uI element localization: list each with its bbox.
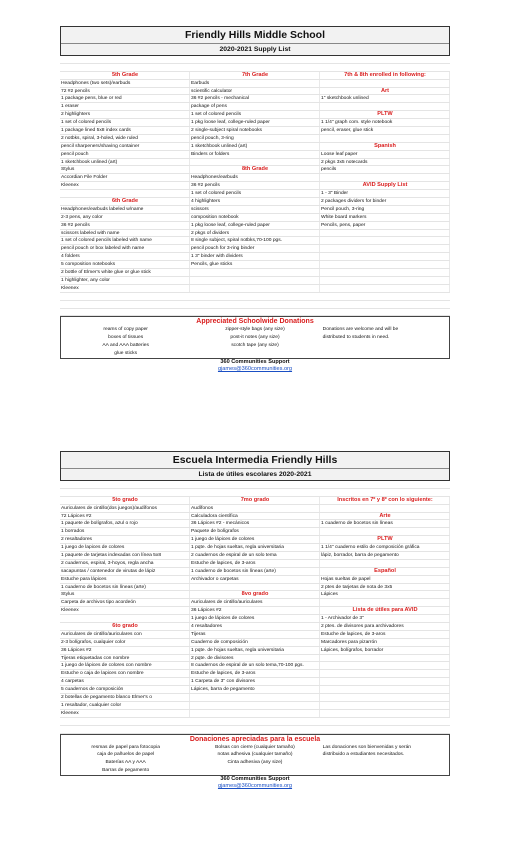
donation-item: Bolsas con cierre (cualquier tamaño) [215, 744, 295, 750]
spanish-support-name: 360 Communities Support [220, 776, 290, 783]
donation-item: reams of copy paper [103, 327, 148, 333]
supply-item: 72 Lápices #2 [60, 513, 190, 520]
supply-item: package of pens [190, 103, 320, 110]
supply-item: 36 Lápices #2 [190, 607, 320, 614]
supply-item [320, 678, 450, 685]
table-row [60, 277, 450, 285]
donation-row [61, 350, 449, 358]
supply-item: composition notebook [190, 214, 320, 221]
supply-item: 4 folders [60, 253, 190, 260]
supply-item: Lápices, bolígrafos, borrador [320, 647, 450, 654]
table-row [60, 230, 450, 238]
table-row [60, 135, 450, 143]
supply-item [320, 662, 450, 669]
supply-item: Headphones (two sets)/earbuds [60, 80, 190, 87]
english-supply-grid [60, 72, 450, 293]
donation-item: boxes of tissues [108, 335, 144, 341]
supply-item [320, 560, 450, 567]
supply-item: Pencils, pens, paper [320, 222, 450, 229]
supply-item: 1 Carpeta de 3" con divisores [190, 678, 320, 685]
supply-item: Lápices [320, 591, 450, 598]
table-row [60, 552, 450, 560]
supply-item: 1 cuaderno de bocetos sin líneas [320, 520, 450, 527]
supply-item: 1 pqte. de hojas sueltas, regla universitaria [190, 647, 320, 654]
supply-item: 1 set of colored pencils [60, 119, 190, 126]
supply-item: Audífonos [190, 505, 320, 512]
supply-item: 2 single-subject spiral notebooks [190, 127, 320, 134]
donation-row [61, 326, 449, 334]
supply-item: Earbuds [190, 80, 320, 87]
supply-item: 1 juego de lápices de colores [190, 536, 320, 543]
donation-row [61, 342, 449, 350]
supply-item: 2 ptes de tarjetas de nota de 3x5 [320, 584, 450, 591]
supply-item: 1 pkg loose leaf, college-ruled paper [190, 222, 320, 229]
supply-item [320, 269, 450, 276]
donation-item [320, 767, 449, 775]
donation-item: Donations are welcome and will be [322, 327, 399, 333]
spanish-title-box [60, 451, 450, 481]
table-row [60, 607, 450, 615]
table-row [60, 631, 450, 639]
supply-item: 2 ptes. de divisores para archivadores [320, 623, 450, 630]
supply-item: scissors [190, 206, 320, 213]
table-row [60, 245, 450, 253]
supply-item: 1 cuaderno de bocetos sin líneas (arte) [190, 568, 320, 575]
supply-item [320, 702, 450, 709]
table-row [60, 159, 450, 167]
donation-row [61, 759, 449, 767]
supply-item: 4 carpetas [60, 678, 190, 685]
supply-item [190, 269, 320, 276]
supply-item [320, 670, 450, 677]
grade-heading: 5th Grade [60, 72, 190, 79]
donation-row [61, 751, 449, 759]
supply-item: 1 pkg loose leaf, college-ruled paper [190, 119, 320, 126]
table-row [60, 190, 450, 198]
donation-item: resmas de papel para fotocopia [91, 744, 160, 750]
supply-item [320, 230, 450, 237]
supply-item: 1 set of colored pencils [190, 190, 320, 197]
supply-item: 2 packages dividers for binder [320, 198, 450, 205]
donation-row [61, 744, 449, 752]
english-section [60, 26, 450, 373]
spanish-donations [60, 734, 450, 777]
supply-item: Pencils, glue sticks [190, 261, 320, 268]
supply-item: Estuche de lapices, de 3-aros [190, 670, 320, 677]
table-row [60, 615, 450, 623]
supply-item: 36 #2 pencils [60, 222, 190, 229]
supply-item [190, 159, 320, 166]
table-row [60, 584, 450, 592]
supply-item [320, 135, 450, 142]
grade-heading: 6to grado [60, 623, 190, 630]
supply-item: pencil pouch, 3-ring [190, 135, 320, 142]
table-row [60, 662, 450, 670]
donation-item: scotch tape (any size) [231, 343, 279, 349]
supply-item: Cuaderno de composición [190, 639, 320, 646]
english-donations-title: Appreciated Schoolwide Donations [196, 318, 314, 326]
supply-item: 1 resaltador, cualquier color [60, 702, 190, 709]
grade-heading: 7mo grado [190, 497, 320, 504]
table-row [60, 151, 450, 159]
table-row [60, 119, 450, 127]
english-title-box [60, 26, 450, 56]
supply-item: 1 set of colored pencils labeled with name [60, 237, 190, 244]
table-row [60, 544, 450, 552]
grade-heading: 7th Grade [190, 72, 320, 79]
donation-item: Cinta adhesiva (any size) [227, 760, 283, 766]
supply-item: 1 juego de lapices de colores [60, 544, 190, 551]
spanish-donations-title: Donaciones apreciadas para la escuela [189, 735, 321, 743]
table-row [60, 655, 450, 663]
donation-row [61, 334, 449, 342]
supply-item [190, 584, 320, 591]
supply-item: Kleenex [60, 285, 190, 292]
supply-item: 2 cuadernos de espiral de un solo tema [190, 552, 320, 559]
supply-item: 36 Lápices #2 [60, 647, 190, 654]
table-row [60, 198, 450, 206]
spanish-subtitle: Lista de útiles escolares 2020-2021 [61, 468, 449, 480]
supply-item [320, 261, 450, 268]
table-row [60, 505, 450, 513]
table-row [60, 269, 450, 277]
supply-item: 2 notbks, spiral, 3-holed, wide ruled [60, 135, 190, 142]
english-support-name: 360 Communities Support [220, 358, 290, 365]
subject-heading: PLTW [320, 536, 450, 543]
supply-item: 2 resaltadores [60, 536, 190, 543]
table-row [60, 568, 450, 576]
table-row [60, 182, 450, 190]
table-row [60, 528, 450, 536]
table-row [60, 702, 450, 710]
supply-item: 1 cuaderno de bocetos sin líneas (arte) [60, 584, 190, 591]
spanish-title: Escuela Intermedia Friendly Hills [172, 454, 338, 466]
table-row [60, 576, 450, 584]
supply-item: Estuche o caja de lapices con nombre [60, 670, 190, 677]
supply-item: 5 cuadernos de composición [60, 686, 190, 693]
donation-item: Las donaciones son bienvenidas y serán [322, 744, 412, 750]
supply-item: 2 bottle of Elmer's white glue or glue stick [60, 269, 190, 276]
grade-heading: 6th Grade [60, 198, 190, 205]
supply-item: 2 pkgs of dividers [190, 230, 320, 237]
supply-item: Stylus [60, 166, 190, 173]
supply-item: 2-3 pens, any color [60, 214, 190, 221]
subject-heading: Art [320, 88, 450, 95]
supply-item: Headphones/earbuds labeled w/name [60, 206, 190, 213]
supply-item: pencil pouch or box labeled with name [60, 245, 190, 252]
supply-item: 2-3 bolígrafos, cualquier color [60, 639, 190, 646]
table-row [60, 103, 450, 111]
supply-item: 8 single subject, spiral notbks,70-100 pgs. [190, 237, 320, 244]
supply-item [320, 277, 450, 284]
spanish-support [60, 776, 450, 790]
supply-item: lápiz, borrador, barra de pegamento [320, 552, 450, 559]
supply-item [60, 190, 190, 197]
supply-item [320, 80, 450, 87]
supply-item: Pencil pouch, 3-ring [320, 206, 450, 213]
donation-item: glue sticks [114, 351, 138, 357]
table-row [60, 497, 450, 505]
english-title: Friendly Hills Middle School [184, 29, 326, 41]
supply-item: Tijeras etiquetadas con nombre [60, 655, 190, 662]
supply-item: pencil pouch [60, 151, 190, 158]
supply-item: pencil, eraser, glue stick [320, 127, 450, 134]
supply-item: Estuche de lapices, de 3-aros [190, 560, 320, 567]
grade-heading: 5to grado [60, 497, 190, 504]
supply-item: 36 Lápices #2 - mecánicos [190, 520, 320, 527]
supply-item: 1 juego de lápices de colores [190, 615, 320, 622]
supply-item: 36 #2 pencils [190, 182, 320, 189]
supply-item: White board markers [320, 214, 450, 221]
supply-item: pencil pouch for 3-ring binder [190, 245, 320, 252]
table-row [60, 253, 450, 261]
supply-item [190, 710, 320, 717]
table-row [60, 143, 450, 151]
supply-item [320, 710, 450, 717]
donation-item: notas adhesiva (cualquier tamaño) [217, 752, 293, 758]
supply-item: 1 paquete de bolígrafos, azul o rojo [60, 520, 190, 527]
supply-item [320, 174, 450, 181]
supply-item: pencils [320, 166, 450, 173]
supply-item: Tijeras [190, 631, 320, 638]
donation-item [190, 767, 319, 775]
supply-item: 1 - Archivador de 3" [320, 615, 450, 622]
supply-item: 5 composition notebooks [60, 261, 190, 268]
supply-item: Calculadora científica [190, 513, 320, 520]
supply-item: 1 set of colored pencils [190, 111, 320, 118]
table-row [60, 111, 450, 119]
supply-item: Estuche para lápices [60, 576, 190, 583]
donation-item: caja de pañuelos de papel [97, 752, 155, 758]
table-row [60, 80, 450, 88]
supply-item: 2 cuadernos, espiral, 3-hoyos, regla ancha [60, 560, 190, 567]
supply-item [60, 615, 190, 622]
supply-item: Headphones/earbuds [190, 174, 320, 181]
supply-item: Stylus [60, 591, 190, 598]
supply-item: pencil sharpeners/shaving container [60, 143, 190, 150]
supply-item [320, 528, 450, 535]
supply-item: 2 pkgs 3x5 notecards [320, 159, 450, 166]
subject-heading: PLTW [320, 111, 450, 118]
donation-item: Barras de pegamento [102, 768, 150, 774]
supply-item [320, 253, 450, 260]
table-row [60, 95, 450, 103]
donation-item [320, 759, 449, 767]
table-row [60, 513, 450, 521]
table-row [60, 261, 450, 269]
supply-item: Paquete de bolígrafos [190, 528, 320, 535]
supply-item [190, 702, 320, 709]
supply-item: Marcadores para pizarrón [320, 639, 450, 646]
supply-item: Lápices, barra de pegamento [190, 686, 320, 693]
supply-item [190, 694, 320, 701]
donation-item [320, 350, 449, 358]
supply-item: 1 package pens, blue or red [60, 95, 190, 102]
table-row [60, 174, 450, 182]
table-row [60, 72, 450, 80]
supply-item: 72 #2 pencils [60, 88, 190, 95]
supply-item: 4 highlighters [190, 198, 320, 205]
donation-item [320, 342, 449, 350]
donation-row [61, 767, 449, 775]
subject-heading: Lista de útiles para AVID [320, 607, 450, 614]
supply-item [320, 655, 450, 662]
supply-item: 1" sketchbook unlined [320, 95, 450, 102]
grade-heading: Inscritos en 7º y 8º con lo siguiente: [320, 497, 450, 504]
supply-item: Archivador o carpetas [190, 576, 320, 583]
supply-item: 1 highlighter, any color [60, 277, 190, 284]
supply-item: 1 paquete de tarjetas indexadas con línea 5x8 [60, 552, 190, 559]
grade-heading: 7th & 8th enrolled in following: [320, 72, 450, 79]
table-row [60, 710, 450, 718]
table-row [60, 222, 450, 230]
table-row [60, 237, 450, 245]
table-row [60, 285, 450, 293]
supply-item [320, 245, 450, 252]
table-row [60, 639, 450, 647]
supply-item [320, 599, 450, 606]
table-row [60, 623, 450, 631]
supply-item [320, 285, 450, 292]
supply-item: Accordian File Folder [60, 174, 190, 181]
supply-item: 1 juego de lápices de colores con nombre [60, 662, 190, 669]
supply-item: 1 package lined 5x8 index cards [60, 127, 190, 134]
supply-item [320, 694, 450, 701]
supply-item: 4 resaltadores [190, 623, 320, 630]
supply-item: 1 1/4" cuaderno estilo de composición gráfica [320, 544, 450, 551]
supply-item: 1 sketchbook unlined (art) [60, 159, 190, 166]
donation-item: distributed to students in need. [322, 335, 390, 341]
supply-item: 8 cuadernos de espiral de un solo tema,70-100 pgs. [190, 662, 320, 669]
table-row [60, 88, 450, 96]
table-row [60, 166, 450, 174]
table-row [60, 694, 450, 702]
supply-item: Auriculares de cintillo(dos juegos)/audífonos [60, 505, 190, 512]
supply-item [320, 686, 450, 693]
supply-item: scientific calculator [190, 88, 320, 95]
donation-item: zipper-style bags (any size) [225, 327, 285, 333]
supply-item [190, 277, 320, 284]
grade-heading: 8th Grade [190, 166, 320, 173]
supply-item: 1 - 3" Binder [320, 190, 450, 197]
supply-item: 1 sketchbook unlined (art) [190, 143, 320, 150]
supply-item: Kleenex [60, 607, 190, 614]
supply-item: Binders or folders [190, 151, 320, 158]
table-row [60, 127, 450, 135]
grade-heading: 8vo grado [190, 591, 320, 598]
donation-item: AA and AAA batteries [102, 343, 149, 349]
table-row [60, 214, 450, 222]
supply-item: Auriculares de cintillo/auriculares con [60, 631, 190, 638]
supply-item: 2 highlighters [60, 111, 190, 118]
supply-item: 36 #2 pencils - mechanical [190, 95, 320, 102]
table-row [60, 206, 450, 214]
donation-item: post-it notes (any size) [230, 335, 280, 341]
english-support [60, 359, 450, 373]
spanish-section [60, 451, 450, 790]
table-row [60, 670, 450, 678]
supply-item [320, 237, 450, 244]
supply-item: Kleenex [60, 710, 190, 717]
supply-item: 2 botellas de pegamento blanco Elmer's o [60, 694, 190, 701]
supply-item: 2 pqte. de divisores [190, 655, 320, 662]
supply-item: Carpeta de archivos tipo acordeón [60, 599, 190, 606]
supply-item: Hojas sueltas de papel [320, 576, 450, 583]
english-donations [60, 316, 450, 359]
subject-heading: Español [320, 568, 450, 575]
subject-heading: AVID Supply List [320, 182, 450, 189]
table-row [60, 647, 450, 655]
supply-item: Auriculares de cintillo/auriculares [190, 599, 320, 606]
english-subtitle: 2020-2021 Supply List [61, 43, 449, 55]
supply-item: scissors labeled with name [60, 230, 190, 237]
supply-item: 1 pqte. de hojas sueltas, regla universitaria [190, 544, 320, 551]
table-row [60, 686, 450, 694]
table-row [60, 560, 450, 568]
subject-heading: Arte [320, 513, 450, 520]
supply-item: Loose leaf paper [320, 151, 450, 158]
supply-item: 1 1/4" graph com. style notebook [320, 119, 450, 126]
donation-item [190, 350, 319, 358]
table-row [60, 591, 450, 599]
spanish-supply-grid [60, 497, 450, 718]
supply-item: Kleenex [60, 182, 190, 189]
subject-heading: Spanish [320, 143, 450, 150]
table-row [60, 520, 450, 528]
donation-item: distribuido a estudiantes necesitados. [322, 752, 405, 758]
supply-item: sacapuntas / contenedor de virutas de lápiz [60, 568, 190, 575]
table-row [60, 536, 450, 544]
supply-item [320, 103, 450, 110]
supply-item: 1 3" binder with dividers [190, 253, 320, 260]
supply-item [320, 505, 450, 512]
supply-item [190, 285, 320, 292]
english-support-email[interactable]: gjames@360communities.org [217, 365, 293, 372]
spanish-support-email[interactable]: gjames@360communities.org [217, 783, 293, 790]
supply-item: Estuche de lapices, de 3-aros [320, 631, 450, 638]
supply-item: 1 eraser [60, 103, 190, 110]
donation-item: Baterías AA y AAA [105, 760, 146, 766]
table-row [60, 599, 450, 607]
table-row [60, 678, 450, 686]
supply-item: 1 borrados [60, 528, 190, 535]
